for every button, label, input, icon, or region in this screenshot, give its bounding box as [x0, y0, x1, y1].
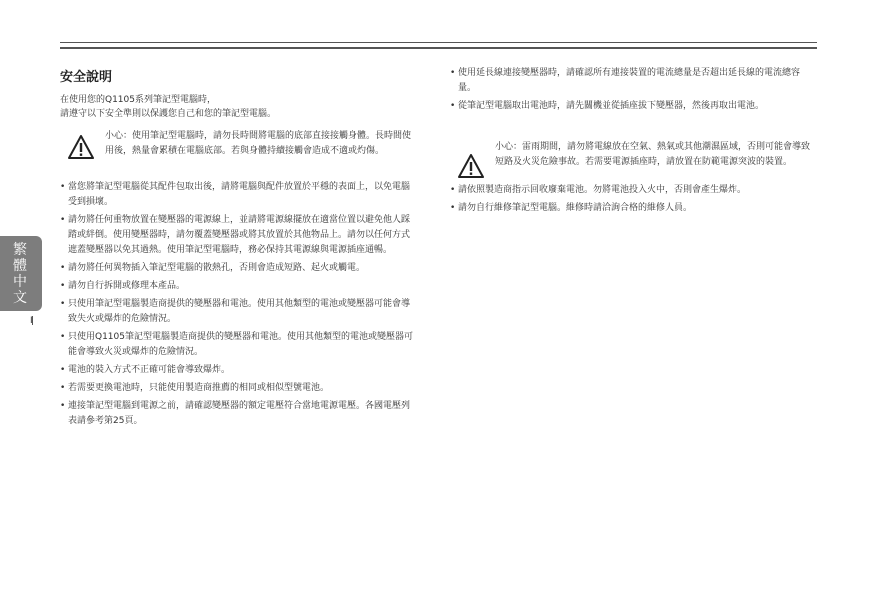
language-side-tab	[0, 236, 42, 311]
left-safety-list	[60, 180, 416, 429]
list-item: • 從筆記型電腦取出電池時，請先關機並從插座拔下變壓器，然後再取出電池。	[450, 99, 816, 114]
caution-note-storm-text: 小心：雷雨期間，請勿將電線放在空氣、熱氣或其他潮濕區域，否則可能會導致短路及火災危險事故。若需要電源插座時，請放置在防範電源突波的裝置。	[495, 142, 811, 167]
right-safety-list-bottom	[450, 183, 816, 216]
caution-note-heat-text: 小心：使用筆記型電腦時，請勿長時間將電腦的底部直接接觸身體。長時間使用後，熱量會累積在電腦底部。若與身體持續接觸會造成不適或灼傷。	[105, 131, 412, 156]
list-item: • 電池的裝入方式不正確可能會導致爆炸。	[60, 363, 416, 378]
page-marker-label: I	[30, 316, 33, 326]
list-item: • 請依照製造商指示回收廢棄電池。勿將電池投入火中，否則會產生爆炸。	[450, 183, 816, 198]
list-item: • 連接筆記型電腦到電源之前，請確認變壓器的額定電壓符合當地電源電壓。各國電壓列表請參考第25頁。	[60, 399, 416, 429]
list-item: • 請勿自行維修筆記型電腦。維修時請洽詢合格的維修人員。	[450, 201, 816, 216]
list-item: • 若需要更換電池時，只能使用製造商推薦的相同或相似型號電池。	[60, 381, 416, 396]
header-rule-thick	[60, 47, 817, 49]
intro-text: 在使用您的Q1105系列筆記型電腦時， 請遵守以下安全準則以保護您自己和您的筆記型電腦。	[60, 95, 277, 119]
warning-triangle-icon	[458, 154, 484, 184]
right-column	[450, 66, 816, 219]
list-item: • 請勿將任何重物放置在變壓器的電源線上，並請將電源線擺放在適當位置以避免他人踩踏或絆倒。使用變壓器時，請勿覆蓋變壓器或將其放置於其他物品上。請勿以任何方式遮蓋變壓器以免其過熱。使用筆記型電腦時，務必保持其電源線與電源插座通暢。	[60, 213, 416, 258]
left-column	[60, 66, 416, 432]
language-tab-label: 繁體中文	[13, 242, 27, 306]
list-item: • 使用延長線連接變壓器時，請確認所有連接裝置的電流總量是否超出延長線的電流總容量。	[450, 66, 816, 96]
list-item: • 只使用Q1105筆記型電腦製造商提供的變壓器和電池。使用其他類型的電池或變壓器可能會導致火災或爆炸的危險情況。	[60, 330, 416, 360]
warning-triangle-icon	[68, 135, 94, 165]
header-rule-thin	[60, 42, 817, 43]
caution-note-heat	[60, 129, 416, 158]
list-item: • 請勿自行拆開或修理本產品。	[60, 279, 416, 294]
caution-note-storm	[450, 140, 816, 169]
list-item: • 請勿將任何異物插入筆記型電腦的散熱孔，否則會造成短路、起火或觸電。	[60, 261, 416, 276]
right-safety-list-top	[450, 66, 816, 114]
list-item: • 當您將筆記型電腦從其配件包取出後，請將電腦與配件放置於平穩的表面上，以免電腦受到損壞。	[60, 180, 416, 210]
page-title: 安全說明	[60, 70, 113, 85]
list-item: • 只使用筆記型電腦製造商提供的變壓器和電池。使用其他類型的電池或變壓器可能會導致失火或爆炸的危險情況。	[60, 297, 416, 327]
